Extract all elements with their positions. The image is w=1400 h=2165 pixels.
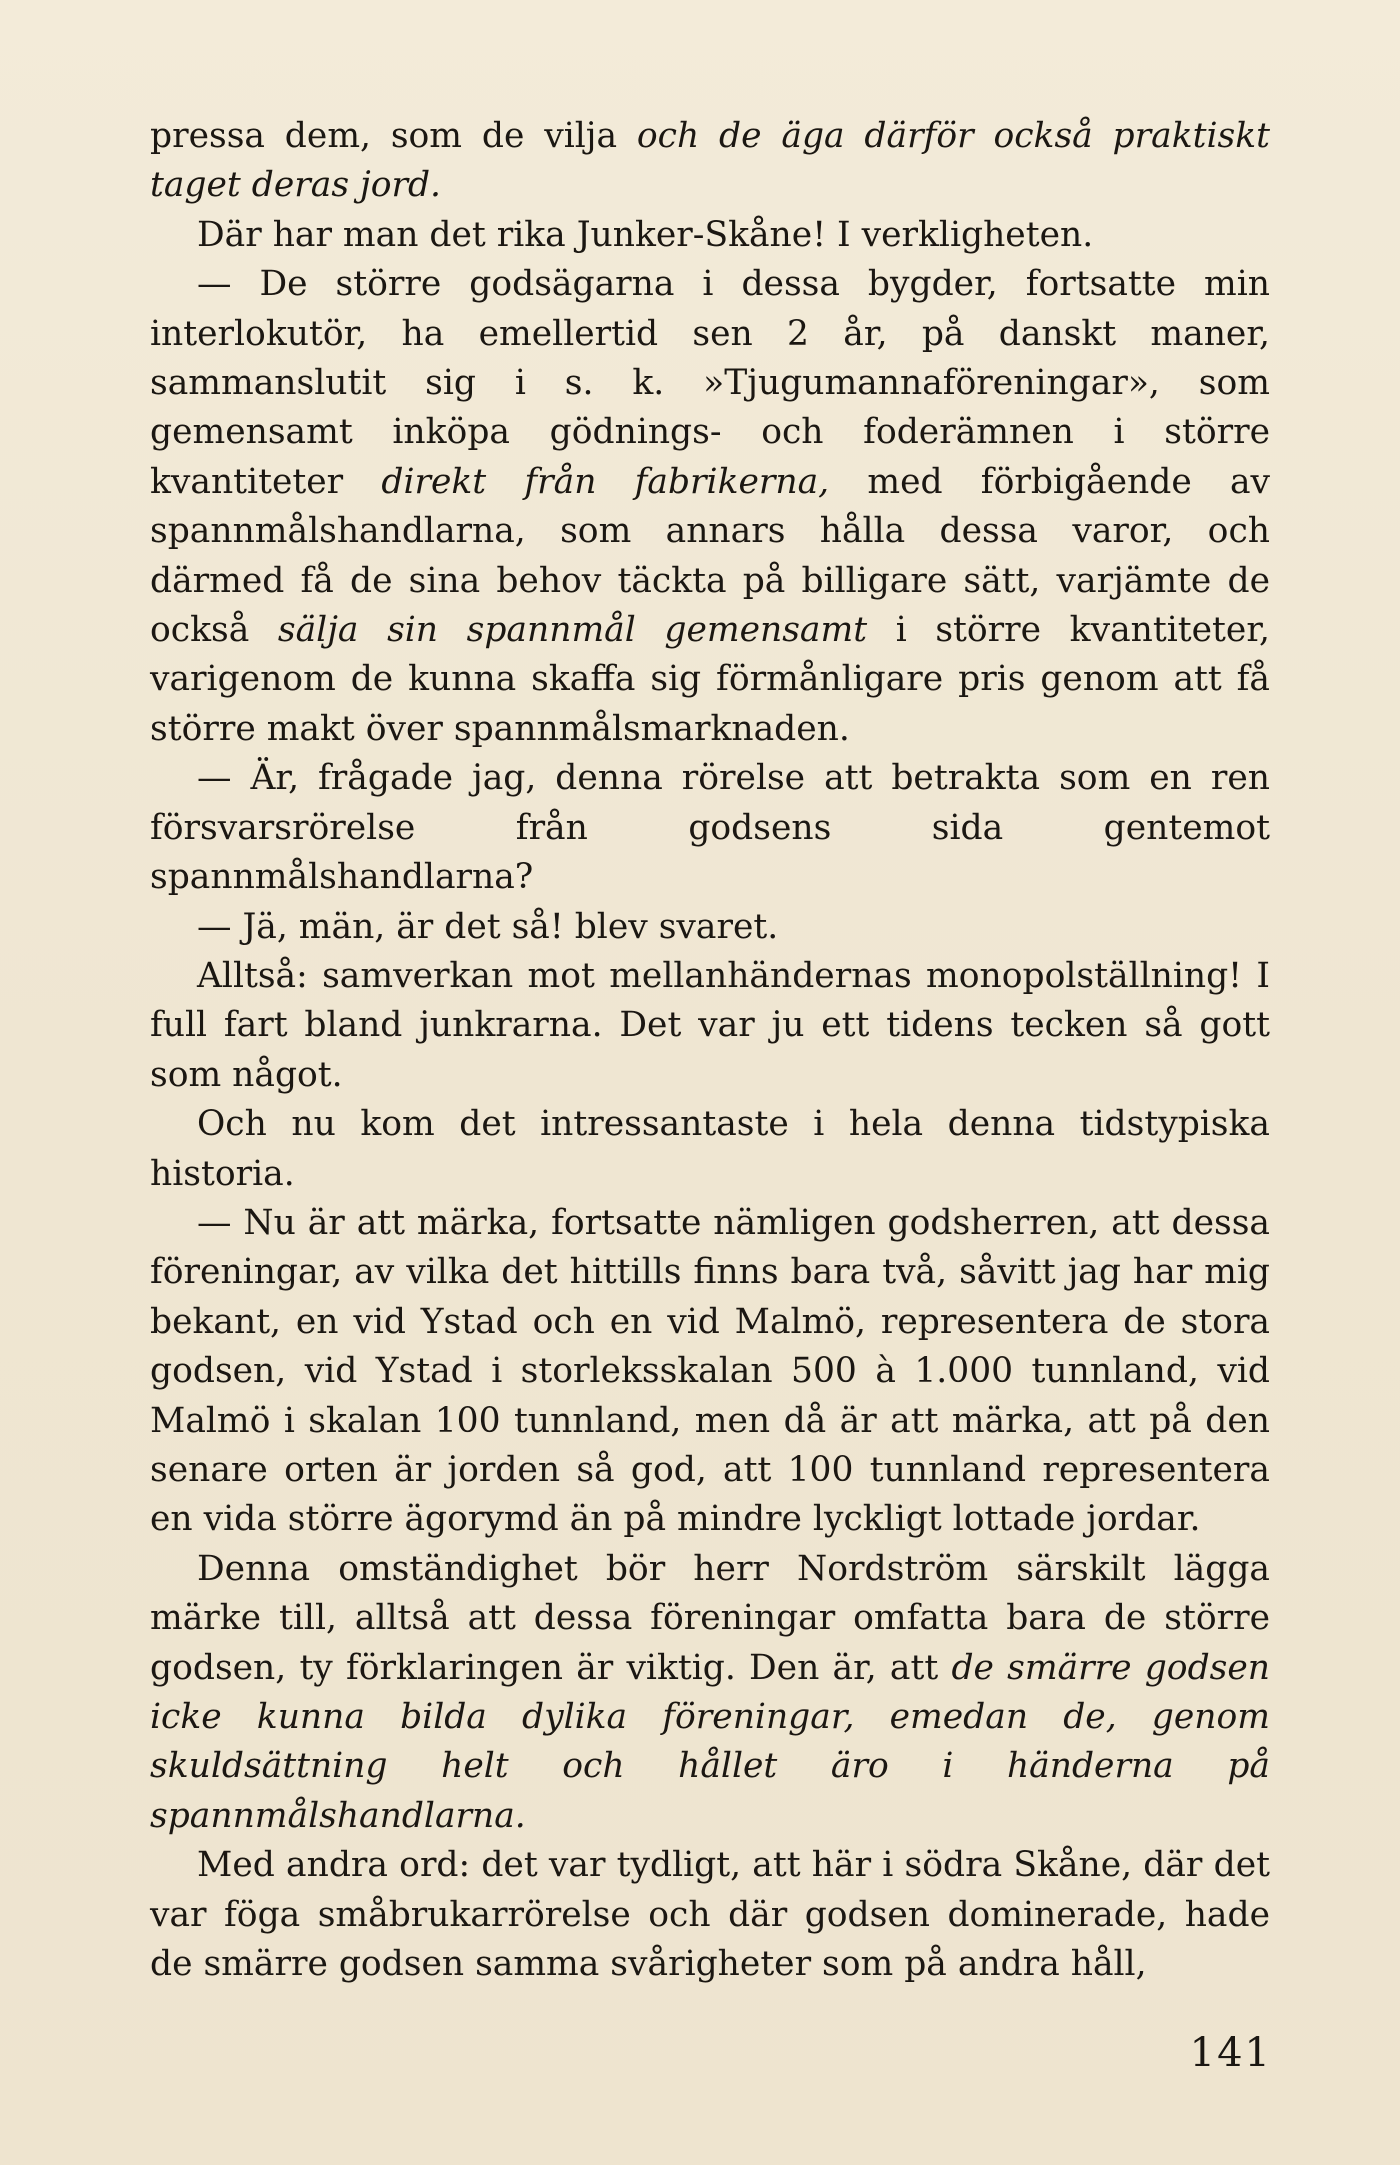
text-run: — De större godsägarna i dessa bygder, fortsatte min interlokutör, ha emellertid sen 2 år, på danskt maner, sammanslutit sig i s. k. »Tjugumannaföreningar», som gemensamt inköpa gödnings- och foderämnen i större kvantiteter (150, 264, 1270, 502)
text-run: — Nu är att märka, fortsatte nämligen godsherren, att dessa föreningar, av vilka det hittills finns bara två, såvitt jag har mig bekant, en vid Ystad och en vid Malmö, representera de stora godsen, vid Ystad i storleksskalan 500 à 1.000 tunnland, vid Malmö i skalan 100 tunnland, men då är att märka, att på den senare orten är jorden så god, att 100 tunnland representera en vida större ägorymd än på mindre lyckligt lottade jordar. (150, 1202, 1270, 1540)
italic-text: de smärre godsen icke kunna bilda dylika föreningar, emedan de, genom skuldsättning helt och hållet äro i händerna på spannmålshandlarna. (150, 1647, 1270, 1836)
paragraph (150, 1100, 1270, 1199)
text-run: — Är, frågade jag, denna rörelse att betrakta som en ren försvarsrörelse från godsens sida gentemot spannmålshandlarna? (150, 758, 1270, 898)
paragraph (150, 903, 1270, 952)
text-run: pressa dem, som de vilja (150, 116, 637, 156)
text-run: med förbigående av spannmålshandlarna, som annars hålla dessa varor, och därmed få de sina behov täckta på billigare sätt, varjämte de också (150, 461, 1271, 651)
paragraph (150, 754, 1270, 902)
paragraph (150, 112, 1270, 211)
body-text (150, 112, 1270, 1989)
text-run: Där har man det rika Junker-Skåne! I verkligheten. (197, 214, 1094, 255)
text-run: — Jä, män, är det så! blev svaret. (197, 906, 779, 947)
text-run: i större kvantiteter, varigenom de kunna skaffa sig förmånligare pris genom att få större makt över spannmålsmarknaden. (150, 610, 1270, 749)
text-run: Alltså: samverkan mot mellanhändernas monopolställning! I full fart bland junkrarna. Det var ju ett tidens tecken så gott som något. (150, 955, 1270, 1095)
italic-text: sälja sin spannmål gemensamt (277, 610, 868, 651)
text-run: Med andra ord: det var tydligt, att här i södra Skåne, där det var föga småbrukarrörelse och där godsen dominerade, hade de smärre godsen samma svårigheter som på andra håll, (150, 1845, 1270, 1985)
paragraph (150, 211, 1270, 260)
text-run: Och nu kom det intressantaste i hela denna tidstypiska historia. (150, 1104, 1270, 1194)
paragraph (150, 952, 1270, 1100)
italic-text: direkt från fabrikerna, (381, 461, 830, 502)
page-number: 141 (1189, 2030, 1272, 2076)
paragraph (150, 1545, 1270, 1841)
text-run: Denna omständighet bör herr Nordström särskilt lägga märke till, alltså att dessa föreningar omfatta bara de större godsen, ty förklaringen är viktig. Den är, att (150, 1548, 1270, 1688)
paragraph (150, 1199, 1270, 1545)
paragraph (150, 260, 1270, 754)
paragraph (150, 1841, 1270, 1989)
italic-text: och de äga därför också praktiskt taget deras jord. (150, 116, 1270, 206)
